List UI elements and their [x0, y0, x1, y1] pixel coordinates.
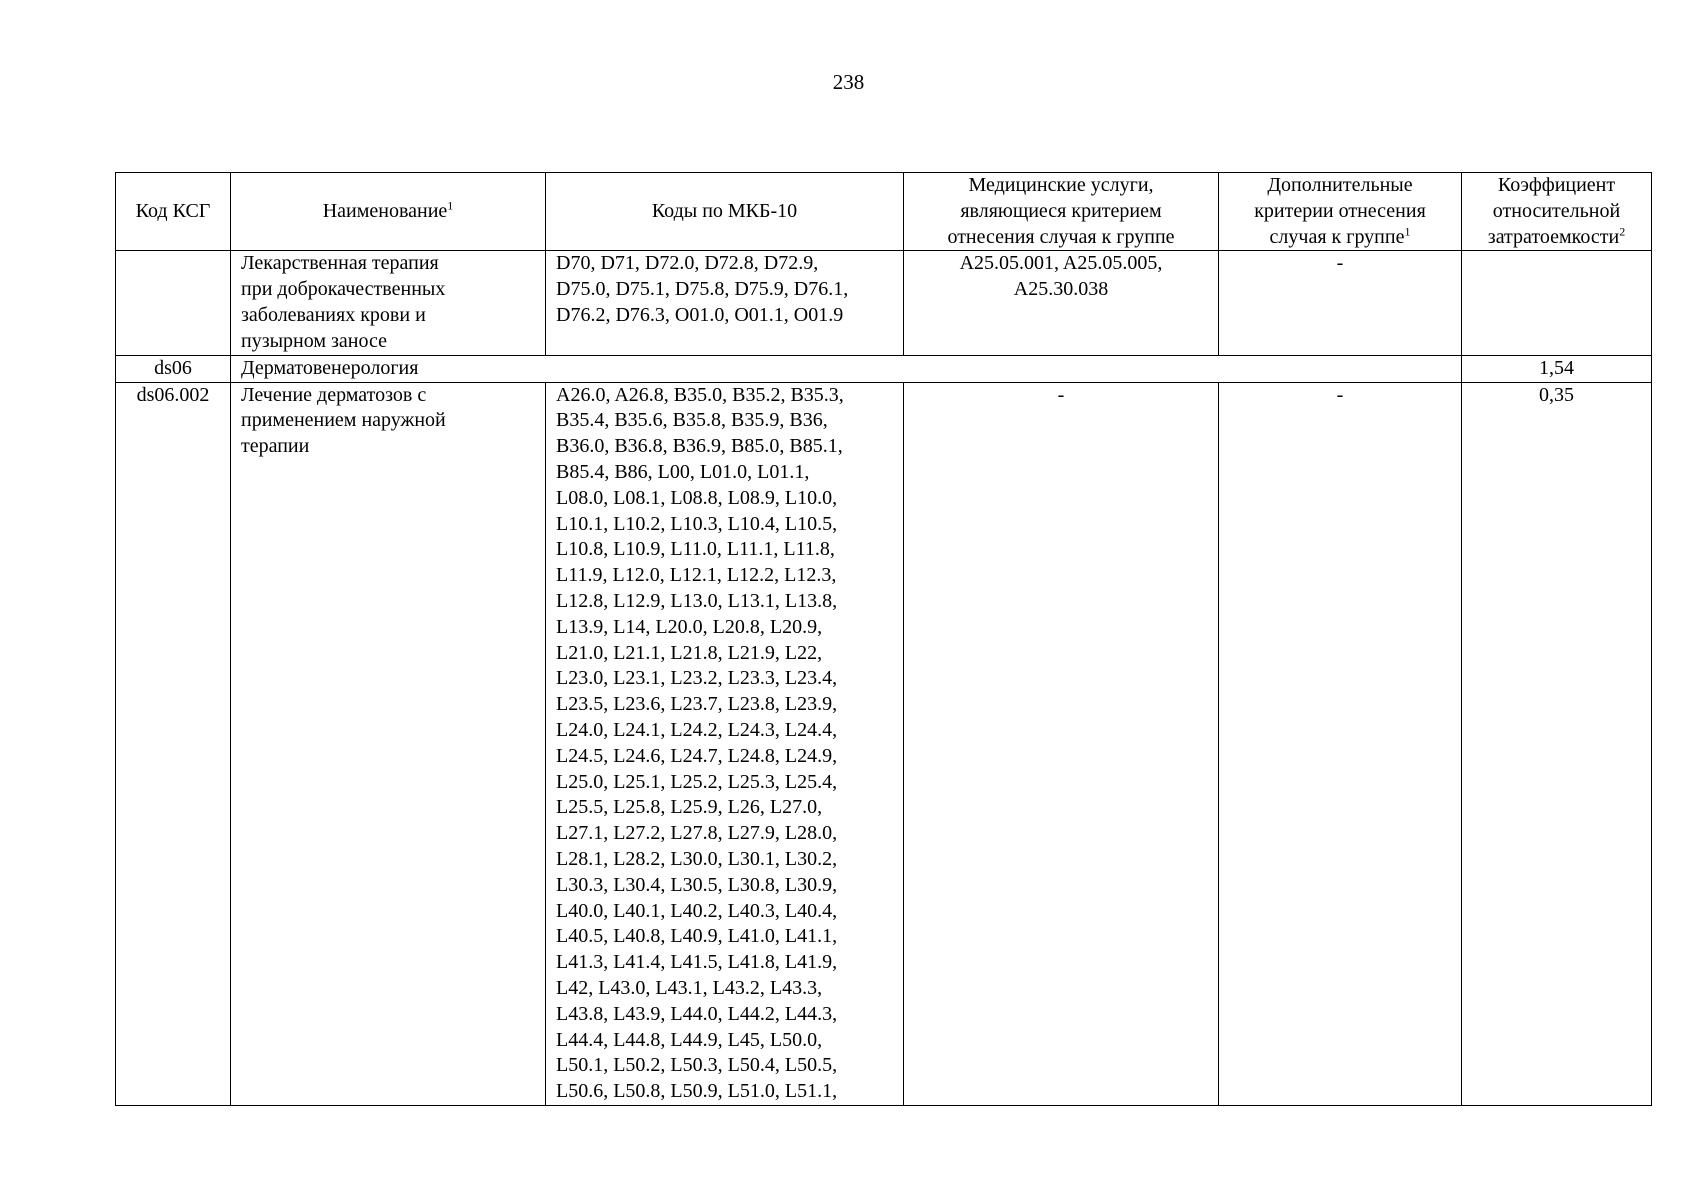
cell-medical-services: A25.05.001, A25.05.005, A25.30.038: [904, 251, 1219, 355]
header-name: Наименование$^1$: [231, 173, 546, 251]
mkb-code-line: L27.1, L27.2, L27.8, L27.9, L28.0,: [556, 822, 838, 845]
mkb-code-line: L23.0, L23.1, L23.2, L23.3, L23.4,: [556, 667, 838, 690]
cell-name: Лечение дерматозов с применением наружной терапии: [231, 382, 546, 1105]
mkb-code-line: L10.8, L10.9, L11.0, L11.1, L11.8,: [556, 538, 835, 561]
mkb-code-line: B36.0, B36.8, B36.9, B85.0, B85.1,: [556, 435, 843, 458]
cell-name: Лекарственная терапия при доброкачественных заболеваниях крови и пузырном заносе: [231, 251, 546, 355]
header-code: Код КСГ: [116, 173, 231, 251]
cell-mkb-codes: [546, 382, 904, 1105]
footnote-marker: 2: [1619, 223, 1626, 238]
mkb-code-line: L50.1, L50.2, L50.3, L50.4, L50.5,: [556, 1054, 838, 1077]
cell-medical-services: -: [904, 382, 1219, 1105]
mkb-code-line: L23.5, L23.6, L23.7, L23.8, L23.9,: [556, 693, 838, 716]
mkb-code-line: L42, L43.0, L43.1, L43.2, L43.3,: [556, 976, 823, 999]
table-row: [116, 251, 1652, 355]
group-coefficient: 1,54: [1462, 355, 1652, 382]
mkb-code-line: L25.5, L25.8, L25.9, L26, L27.0,: [556, 796, 823, 819]
table-row: [116, 382, 1652, 1105]
mkb-code-line: L21.0, L21.1, L21.8, L21.9, L22,: [556, 641, 823, 664]
cell-extra-criteria: -: [1219, 382, 1462, 1105]
mkb-code-line: L25.0, L25.1, L25.2, L25.3, L25.4,: [556, 770, 838, 793]
cell-coefficient: [1462, 251, 1652, 355]
mkb-code-line: L11.9, L12.0, L12.1, L12.2, L12.3,: [556, 564, 837, 587]
mkb-code-line: L40.5, L40.8, L40.9, L41.0, L41.1,: [556, 925, 838, 948]
mkb-code-line: L41.3, L41.4, L41.5, L41.8, L41.9,: [556, 951, 838, 974]
group-name: Дерматовенерология: [231, 355, 1462, 382]
footnote-marker: 1: [1404, 223, 1411, 238]
mkb-code-line: B35.4, B35.6, B35.8, B35.9, B36,: [556, 409, 828, 432]
table-header-row: [116, 173, 1652, 251]
mkb-code-line: L28.1, L28.2, L30.0, L30.1, L30.2,: [556, 847, 838, 870]
mkb-code-line: L12.8, L12.9, L13.0, L13.1, L13.8,: [556, 589, 838, 612]
ksg-table: [115, 172, 1652, 1106]
cell-code: [116, 251, 231, 355]
mkb-code-line: B85.4, B86, L00, L01.0, L01.1,: [556, 460, 810, 483]
header-extra-criteria: Дополнительные критерии отнесения случая к группе$^1$: [1219, 173, 1462, 251]
cell-extra-criteria: -: [1219, 251, 1462, 355]
mkb-code-line: L24.5, L24.6, L24.7, L24.8, L24.9,: [556, 744, 838, 767]
cell-mkb-codes: D70, D71, D72.0, D72.8, D72.9, D75.0, D75.1, D75.8, D75.9, D76.1, D76.2, D76.3, O01.0, O01.1, O01.9: [546, 251, 904, 355]
group-row: [116, 355, 1652, 382]
header-mkb-codes: Коды по МКБ-10: [546, 173, 904, 251]
mkb-code-line: L44.4, L44.8, L44.9, L45, L50.0,: [556, 1028, 823, 1051]
cell-code: ds06.002: [116, 382, 231, 1105]
mkb-code-line: L24.0, L24.1, L24.2, L24.3, L24.4,: [556, 718, 838, 741]
page-number: 238: [832, 70, 865, 94]
mkb-code-line: L50.6, L50.8, L50.9, L51.0, L51.1,: [556, 1080, 838, 1103]
mkb-code-line: L30.3, L30.4, L30.5, L30.8, L30.9,: [556, 873, 838, 896]
mkb-code-line: A26.0, A26.8, B35.0, B35.2, B35.3,: [556, 383, 844, 406]
mkb-code-line: L10.1, L10.2, L10.3, L10.4, L10.5,: [556, 512, 838, 535]
cell-coefficient: 0,35: [1462, 382, 1652, 1105]
mkb-code-line: L40.0, L40.1, L40.2, L40.3, L40.4,: [556, 899, 838, 922]
mkb-code-line: L43.8, L43.9, L44.0, L44.2, L44.3,: [556, 1002, 838, 1025]
group-code: ds06: [116, 355, 231, 382]
mkb-code-line: L13.9, L14, L20.0, L20.8, L20.9,: [556, 615, 823, 638]
footnote-marker: 1: [447, 198, 454, 213]
mkb-code-line: L08.0, L08.1, L08.8, L08.9, L10.0,: [556, 486, 838, 509]
header-coefficient: Коэффициент относительной затратоемкости$^2$: [1462, 173, 1652, 251]
header-medical-services: Медицинские услуги, являющиеся критерием отнесения случая к группе: [904, 173, 1219, 251]
